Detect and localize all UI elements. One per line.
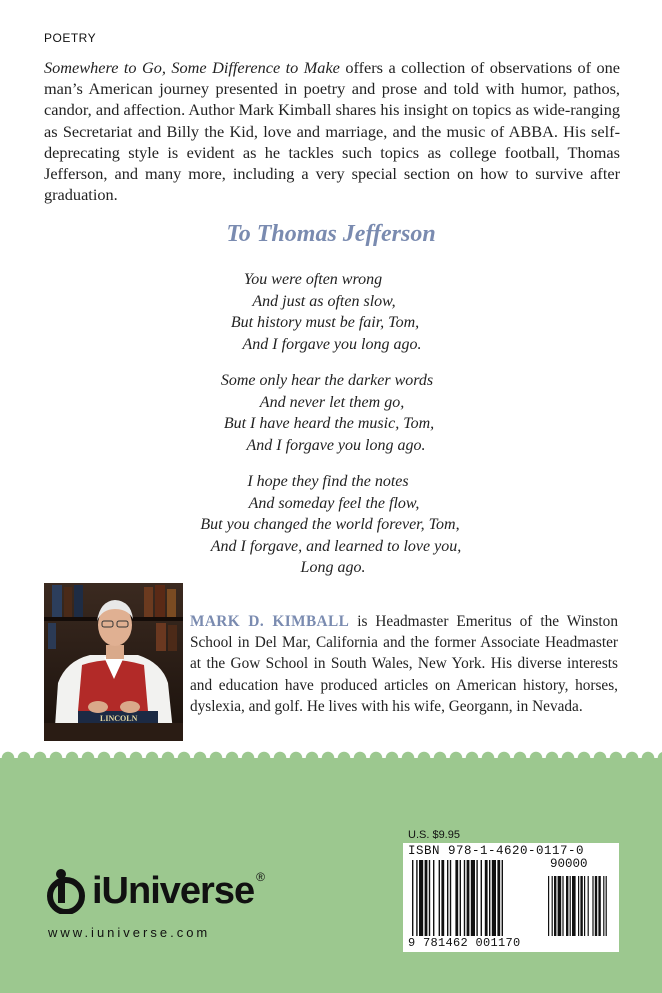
poem-line: But history must be fair, Tom, [230, 314, 420, 331]
barcode-bar [606, 876, 607, 936]
book-title: Somewhere to Go, Some Difference to Make [44, 58, 340, 77]
barcode-bar [441, 860, 444, 936]
barcode-bar [447, 860, 448, 936]
book-spine-label: LINCOLN [100, 714, 138, 723]
poem-line: I hope they find the notes [247, 473, 409, 490]
author-bio [190, 611, 618, 717]
barcode-bar [502, 860, 503, 936]
barcode-image [412, 860, 612, 938]
category-label: POETRY [44, 31, 97, 45]
barcode-bar [558, 876, 562, 936]
poem-line: And someday feel the flow, [248, 494, 420, 512]
barcode-bar [416, 860, 417, 936]
barcode-bar [598, 876, 600, 936]
barcode-bar [489, 860, 490, 936]
barcode-bar [588, 876, 589, 936]
barcode-bar [603, 876, 604, 936]
price-label: U.S. $9.95 [408, 829, 460, 841]
barcode-bar [433, 860, 434, 936]
poem-line: And I forgave you long ago. [242, 335, 422, 353]
publisher-name: iUniverse [92, 869, 255, 912]
author-portrait-image [44, 583, 183, 741]
poem-line: Long ago. [300, 559, 366, 576]
barcode-bar [429, 860, 430, 936]
barcode-bar [439, 860, 440, 936]
book-description [44, 57, 620, 205]
barcode-bar [425, 860, 428, 936]
poem-line: But I have heard the music, Tom, [223, 415, 435, 432]
poem-stanza-3 [0, 471, 662, 579]
barcode-bar [467, 860, 470, 936]
poem-line: Some only hear the darker words [220, 372, 434, 389]
barcode-bar [580, 876, 582, 936]
barcode-bar [476, 860, 477, 936]
barcode-bar [548, 876, 549, 936]
barcode-bar [471, 860, 475, 936]
poem-line: You were often wrong [243, 271, 383, 288]
barcode-bar [578, 876, 579, 936]
ean-digits: 9 781462 001170 [408, 936, 521, 950]
publisher-logo [44, 868, 264, 914]
poem-line: And I forgave you long ago. [246, 436, 426, 454]
poem-line: But you changed the world forever, Tom, [200, 516, 460, 533]
poem-line: And never let them go, [259, 393, 405, 411]
barcode-bar [584, 876, 585, 936]
poem-line: And I forgave, and learned to love you, [210, 537, 462, 555]
barcode-bar [419, 860, 423, 936]
author-photo [44, 583, 183, 741]
author-bio-text: is Headmaster Emeritus of the Winston School in Del Mar, California and the former Associate Headmaster at the Gow School in South Wales, New York. His diverse interests and education have produced articles on American history, horses, dyslexia, and golf. He lives with his wife, Georgann, in Nevada. [190, 613, 618, 715]
barcode-bar [570, 876, 571, 936]
barcode-bar [450, 860, 451, 936]
isbn-label: ISBN 978-1-4620-0117-0 [408, 844, 585, 858]
barcode-bar [481, 860, 482, 936]
registered-mark: ® [256, 869, 264, 884]
barcode-bar [460, 860, 461, 936]
poem-line: And just as often slow, [252, 292, 396, 310]
poem-title: To Thomas Jefferson [226, 221, 436, 247]
poem-stanza-2 [0, 370, 662, 456]
barcode-bar [455, 860, 458, 936]
iuniverse-logo-icon [44, 868, 88, 914]
barcode-bar [464, 860, 465, 936]
poem-stanza-1 [0, 269, 662, 355]
publisher-url: www.iuniverse.com [48, 925, 211, 940]
barcode-bar [412, 860, 413, 936]
barcode-bar [497, 860, 500, 936]
barcode-bar [492, 860, 496, 936]
barcode-bar [595, 876, 597, 936]
barcode-bar [554, 876, 556, 936]
barcode-bar [562, 876, 563, 936]
barcode-bar [572, 876, 576, 936]
barcode-bar [592, 876, 593, 936]
barcode-bar [552, 876, 553, 936]
price-code: 90000 [550, 857, 588, 871]
description-text: offers a collection of observations of one man’s American journey presented in poetry and prose and told with humor, pathos, candor, and affection. Author Mark Kimball shares his insight on topics as wide-ranging as Secretariat and Billy the Kid, love and marriage, and the music of ABBA. His self-deprecating style is evident as he tackles such topics as college football, Thomas Jefferson, and many more, including a very special section on how to survive after graduation. [44, 58, 620, 205]
barcode-bar [485, 860, 488, 936]
author-name: MARK D. KIMBALL [190, 613, 350, 630]
barcode-bar [566, 876, 568, 936]
